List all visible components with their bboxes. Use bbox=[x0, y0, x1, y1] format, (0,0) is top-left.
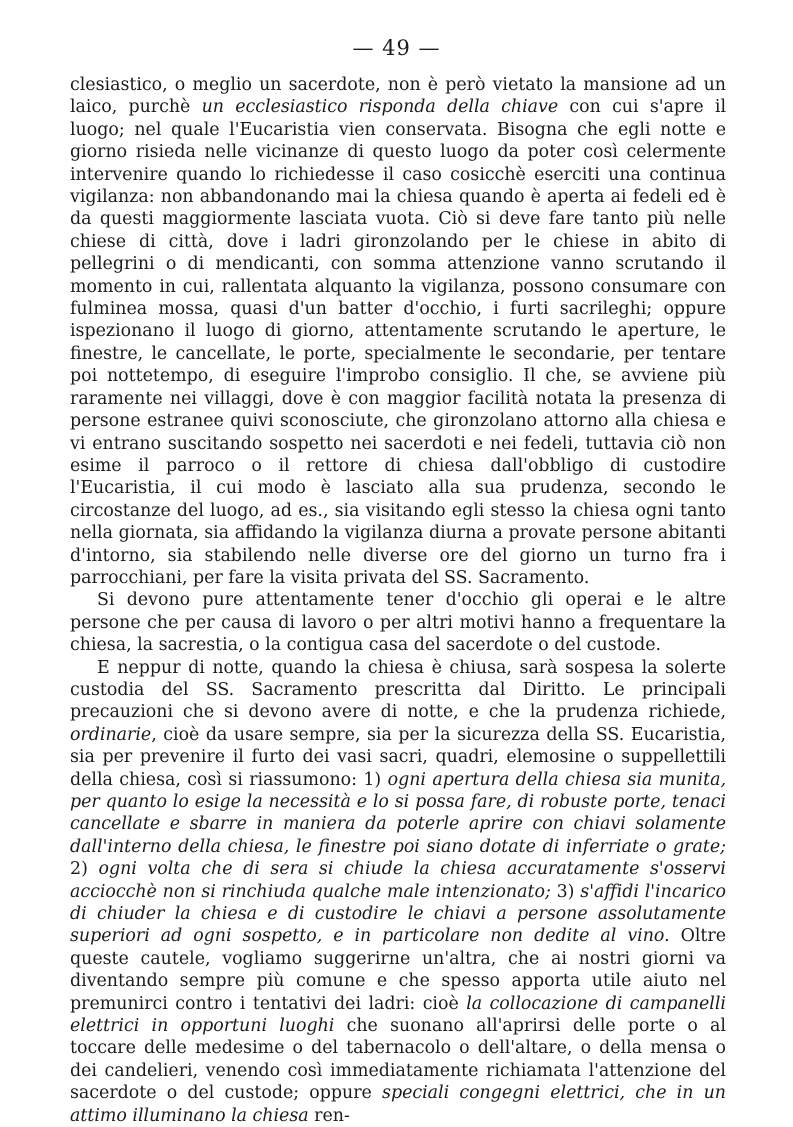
italic-run: un ecclesiastico risponda della chiave bbox=[201, 97, 559, 118]
text-run: 3) bbox=[550, 881, 581, 902]
text-run: Si devono pure attentamente tener d'occhio gli operai e le altre persone che per causa di lavoro o per altri motivi hanno a frequentare la chiesa, la sacrestia, o la contigua casa del sacerdote o del custode. bbox=[70, 590, 726, 656]
italic-run: s'affidi l'incarico di chiuder la chiesa e di custodire le chiavi a persone assolutamente superiori ad ogni sospetto, e in particolare non dedite al vino. bbox=[70, 881, 727, 947]
paragraph-1 bbox=[70, 74, 726, 589]
text-run: 2) bbox=[70, 859, 99, 880]
italic-run: ogni volta che di sera si chiude la chiesa accuratamente s'osservi acciocchè non si rinchiuda qualche male intenzionato; bbox=[70, 859, 726, 902]
text-run: , cioè da usare sempre, sia per la sicurezza della SS. Eucaristia, sia per prevenire il furto dei vasi sacri, quadri, elemosine o suppellettili della chiesa, così si riassumono: 1) bbox=[70, 724, 726, 790]
text-run: ren- bbox=[308, 1105, 350, 1126]
text-run: clesiastico, o meglio un sacerdote, non è però vietato la mansione ad un laico, purchè bbox=[70, 75, 726, 118]
italic-run: la collocazione di campanelli elettrici in opportuni luoghi bbox=[70, 993, 726, 1037]
page-number: — 49 — bbox=[352, 36, 441, 60]
text-run: Oltre queste cautele, vogliamo suggerirne un'altra, che ai nostri giorni va diventando sempre più comune e che spesso apporta utile aiuto nel premunirci contro i tentativi dei ladri: cioè bbox=[70, 926, 726, 1014]
italic-run: ogni apertura della chiesa sia munita, per quanto lo esige la necessità e lo si possa fare, di robuste porte, tenaci cancellate e sbarre in maniera da poterle aprire con chiavi solamente dall'interno della chiesa, le finestre poi siano dotate di inferriate o grate; bbox=[70, 769, 726, 857]
body-text bbox=[70, 74, 726, 1127]
text-run: che suonano all'aprirsi delle porte o al toccare delle medesime o del tabernacolo o dell'altare, o della mensa o dei candelieri, venendo così immediatamente richiamata l'attenzione del sacerdote o del custode; oppure bbox=[70, 1016, 726, 1104]
italic-run: ordinarie bbox=[70, 724, 152, 745]
italic-run: speciali congegni elettrici, che in un attimo illuminano la chiesa bbox=[70, 1083, 726, 1126]
text-run: con cui s'apre il luogo; nel quale l'Eucaristia vien conservata. Bisogna che egli notte e giorno risieda nelle vicinanze di questo luogo da poter così celermente intervenire quando lo richiedesse il caso cosicchè eserciti una continua vigilanza: non abbandonando mai la chiesa quando è aperta ai fedeli ed è da questi maggiormente lasciata vuota. Ciò si deve fare tanto più nelle chiese di città, dove i ladri gironzolando per le chiese in abito di pellegrini o di mendicanti, con somma attenzione vanno scrutando il momento in cui, rallentata alquanto la vigilanza, possono consumare con fulminea mossa, quasi d'un batter d'occhio, i furti sacrileghi; oppure ispezionano il luogo di giorno, attentamente scrutando le aperture, le finestre, le cancellate, le porte, specialmente le secondarie, per tentare poi nottetempo, di eseguire l'improbo consiglio. Il che, se avviene più raramente nei villaggi, dove è con maggior facilità notata la presenza di persone estranee quivi sconosciute, che gironzolano attorno alla chiesa e vi entrano suscitando sospetto nei sacerdoti e nei fedeli, tuttavia ciò non esime il parroco o il rettore di chiesa dall'obbligo di custodire l'Eucaristia, il cui modo è lasciato alla sua prudenza, secondo le circostanze del luogo, ad es., sia visitando egli stesso la chiesa ogni tanto nella giornata, sia affidando la vigilanza diurna a provate persone abitanti d'intorno, sia stabilendo nelle diverse ore del giorno un turno fra i parrocchiani, per fare la visita privata del SS. Sacramento. bbox=[70, 97, 726, 588]
text-run: E neppur di notte, quando la chiesa è chiusa, sarà sospesa la solerte custodia del SS. Sacramento prescritta dal Diritto. Le principali precauzioni che si devono avere di notte, e che la prudenza richiede, bbox=[70, 657, 726, 723]
paragraph-3 bbox=[70, 657, 726, 1127]
paragraph-2 bbox=[70, 589, 726, 656]
